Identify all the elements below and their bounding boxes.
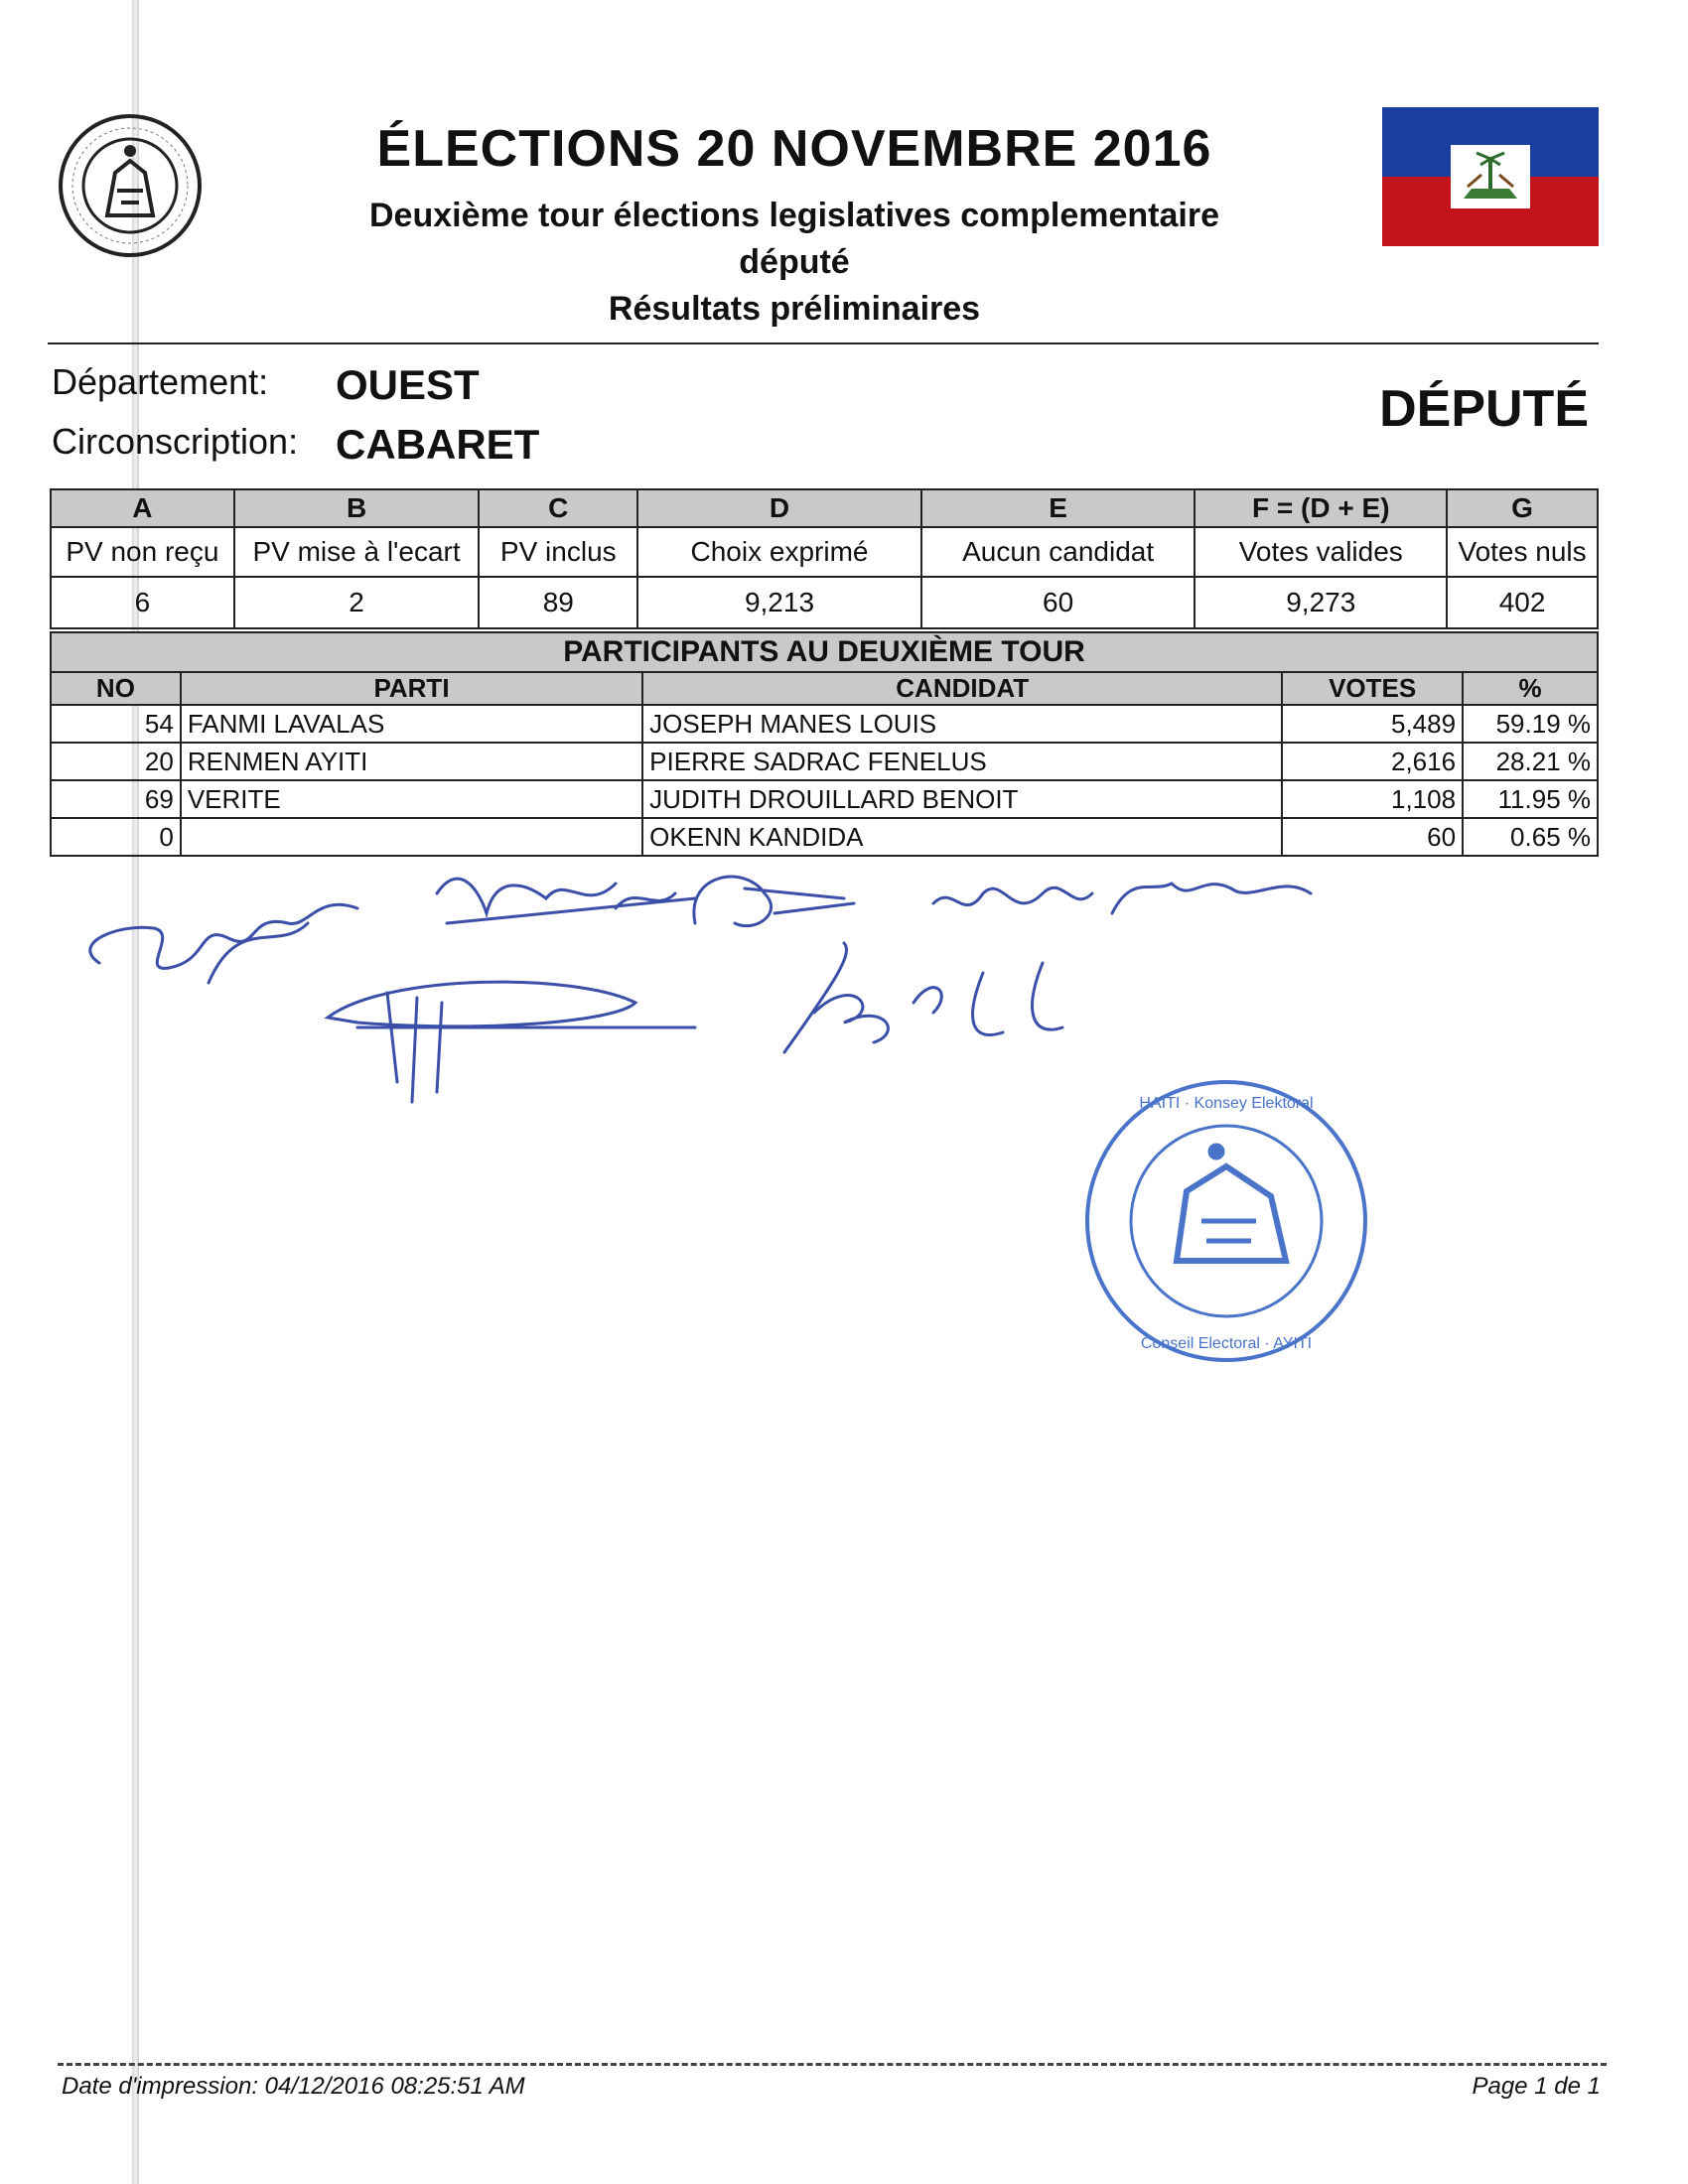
- summary-letter-row: [51, 489, 1598, 527]
- haiti-flag-icon: [1382, 107, 1599, 246]
- summary-value: 2: [234, 577, 480, 628]
- cep-seal-icon: [56, 111, 205, 260]
- cell-votes: 5,489: [1282, 705, 1463, 743]
- header-divider: [48, 342, 1599, 344]
- summary-letter: G: [1447, 489, 1598, 527]
- cell-candidat: JUDITH DROUILLARD BENOIT: [642, 780, 1282, 818]
- participants-title: PARTICIPANTS AU DEUXIÈME TOUR: [51, 632, 1598, 672]
- departement-label: Département:: [52, 361, 269, 402]
- cell-votes: 2,616: [1282, 743, 1463, 780]
- summary-value: 9,213: [637, 577, 921, 628]
- summary-value: 9,273: [1195, 577, 1447, 628]
- cell-votes: 60: [1282, 818, 1463, 856]
- page-subtitle: Deuxième tour élections legislatives complementaire: [369, 197, 1219, 234]
- summary-value: 6: [51, 577, 234, 628]
- stamp-text-top: HAITI · Konsey Elektoral: [1139, 1095, 1314, 1112]
- summary-label: PV inclus: [479, 527, 637, 577]
- cell-no: 54: [51, 705, 181, 743]
- cell-candidat: JOSEPH MANES LOUIS: [642, 705, 1282, 743]
- column-header: NO: [51, 672, 181, 705]
- cell-parti: VERITE: [181, 780, 642, 818]
- cell-no: 0: [51, 818, 181, 856]
- summary-value: 402: [1447, 577, 1598, 628]
- stamp-text-bottom: Conseil Electoral · AYITI: [1140, 1335, 1313, 1352]
- table-row: [51, 705, 1598, 743]
- summary-label: Aucun candidat: [921, 527, 1196, 577]
- summary-table: [50, 488, 1599, 629]
- participants-title-row: [51, 632, 1598, 672]
- cell-candidat: PIERRE SADRAC FENELUS: [642, 743, 1282, 780]
- print-date: Date d'impression: 04/12/2016 08:25:51 AM: [62, 2073, 525, 2100]
- participants-table: [50, 631, 1599, 857]
- summary-letter: F = (D + E): [1195, 489, 1447, 527]
- summary-letter: C: [479, 489, 637, 527]
- summary-label: Choix exprimé: [637, 527, 921, 577]
- table-row: [51, 818, 1598, 856]
- cell-votes: 1,108: [1282, 780, 1463, 818]
- circonscription-value: CABARET: [336, 421, 540, 468]
- summary-label: Votes valides: [1195, 527, 1447, 577]
- summary-value-row: [51, 577, 1598, 628]
- column-header: PARTI: [181, 672, 642, 705]
- departement-value: OUEST: [336, 361, 480, 408]
- cell-pct: 59.19 %: [1463, 705, 1598, 743]
- cell-candidat: OKENN KANDIDA: [642, 818, 1282, 856]
- summary-label: Votes nuls: [1447, 527, 1598, 577]
- cell-pct: 11.95 %: [1463, 780, 1598, 818]
- column-header: VOTES: [1282, 672, 1463, 705]
- office-title: DÉPUTÉ: [1379, 380, 1589, 438]
- page-title: ÉLECTIONS 20 NOVEMBRE 2016: [376, 120, 1212, 178]
- table-row: [51, 743, 1598, 780]
- summary-letter: E: [921, 489, 1196, 527]
- cell-parti: [181, 818, 642, 856]
- page-subtitle-office: député: [739, 243, 850, 281]
- summary-label-row: [51, 527, 1598, 577]
- summary-letter: D: [637, 489, 921, 527]
- participants-header-row: [51, 672, 1598, 705]
- cell-parti: RENMEN AYITI: [181, 743, 642, 780]
- page-subtitle-results: Résultats préliminaires: [608, 290, 981, 328]
- cell-no: 69: [51, 780, 181, 818]
- summary-value: 60: [921, 577, 1196, 628]
- column-header: CANDIDAT: [642, 672, 1282, 705]
- summary-letter: B: [234, 489, 480, 527]
- cell-parti: FANMI LAVALAS: [181, 705, 642, 743]
- column-header: %: [1463, 672, 1598, 705]
- cell-no: 20: [51, 743, 181, 780]
- summary-label: PV non reçu: [51, 527, 234, 577]
- page-number: Page 1 de 1: [1472, 2073, 1601, 2100]
- cep-stamp-icon: [1077, 1072, 1375, 1370]
- cell-pct: 0.65 %: [1463, 818, 1598, 856]
- summary-letter: A: [51, 489, 234, 527]
- table-row: [51, 780, 1598, 818]
- circonscription-label: Circonscription:: [52, 421, 299, 462]
- summary-label: PV mise à l'ecart: [234, 527, 480, 577]
- footer-divider: [58, 2063, 1607, 2066]
- cell-pct: 28.21 %: [1463, 743, 1598, 780]
- summary-value: 89: [479, 577, 637, 628]
